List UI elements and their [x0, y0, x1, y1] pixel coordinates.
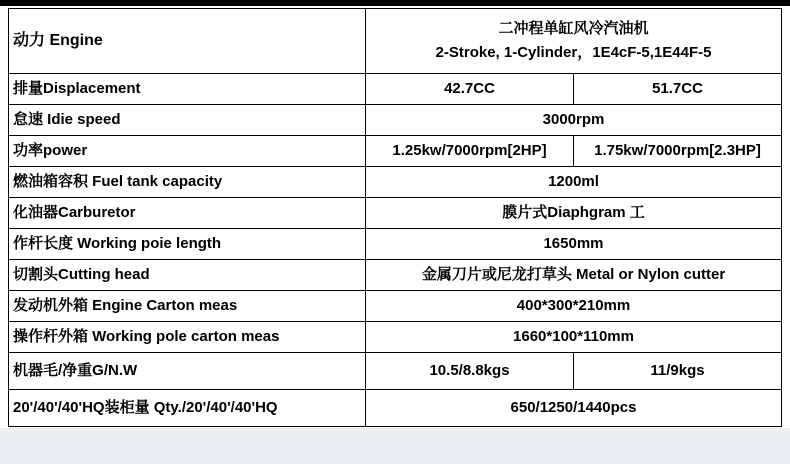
table-row-idle-speed: [9, 105, 782, 136]
table-row-carburetor: [9, 198, 782, 229]
row-value-working-pole-carton-meas: 1660*100*110mm: [366, 322, 782, 353]
table-row-working-pole-length: [9, 229, 782, 260]
row-label-idle-speed: 怠速 Idie speed: [9, 105, 366, 136]
row-value-gross-net-weight-left: 10.5/8.8kgs: [366, 353, 574, 390]
table-row-displacement: [9, 74, 782, 105]
row-value-power-left: 1.25kw/7000rpm[2HP]: [366, 136, 574, 167]
row-label-working-pole-length: 作杆长度 Working poie length: [9, 229, 366, 260]
table-row-cutting-head: [9, 260, 782, 291]
specification-table: [8, 8, 782, 427]
engine-value-line-1: 二冲程单缸风冷汽油机: [498, 20, 649, 37]
top-divider-bar: [0, 0, 790, 6]
row-value-container-quantity: 650/1250/1440pcs: [366, 390, 782, 427]
row-label-displacement: 排量Displacement: [9, 74, 366, 105]
row-value-power-right: 1.75kw/7000rpm[2.3HP]: [574, 136, 782, 167]
table-row-engine-header: [9, 9, 782, 74]
specification-table-body: [9, 9, 782, 427]
row-value-engine-carton-meas: 400*300*210mm: [366, 291, 782, 322]
row-label-power: 功率power: [9, 136, 366, 167]
row-value-gross-net-weight-right: 11/9kgs: [574, 353, 782, 390]
row-label-cutting-head: 切割头Cutting head: [9, 260, 366, 291]
row-label-engine: 动力 Engine: [9, 9, 366, 74]
row-label-engine-carton-meas: 发动机外箱 Engine Carton meas: [9, 291, 366, 322]
engine-value-line-2: 2-Stroke, 1-Cylinder，1E4cF-5,1E44F-5: [435, 44, 712, 61]
table-row-gross-net-weight: [9, 353, 782, 390]
row-value-engine: [366, 9, 782, 74]
row-value-displacement-left: 42.7CC: [366, 74, 574, 105]
table-row-engine-carton-meas: [9, 291, 782, 322]
table-row-fuel-tank-capacity: [9, 167, 782, 198]
row-value-working-pole-length: 1650mm: [366, 229, 782, 260]
specification-table-wrapper: [8, 8, 782, 427]
row-value-carburetor: 膜片式Diaphgram 工: [366, 198, 782, 229]
row-value-cutting-head: 金属刀片或尼龙打草头 Metal or Nylon cutter: [366, 260, 782, 291]
row-label-carburetor: 化油器Carburetor: [9, 198, 366, 229]
row-value-idle-speed: 3000rpm: [366, 105, 782, 136]
row-value-fuel-tank-capacity: 1200ml: [366, 167, 782, 198]
row-value-displacement-right: 51.7CC: [574, 74, 782, 105]
row-label-container-quantity: 20'/40'/40'HQ装柜量 Qty./20'/40'/40'HQ: [9, 390, 366, 427]
table-row-power: [9, 136, 782, 167]
row-label-fuel-tank-capacity: 燃油箱容积 Fuel tank capacity: [9, 167, 366, 198]
row-label-gross-net-weight: 机器毛/净重G/N.W: [9, 353, 366, 390]
bottom-banner-bar: [0, 428, 790, 464]
row-label-working-pole-carton-meas: 操作杆外箱 Working pole carton meas: [9, 322, 366, 353]
table-row-container-quantity: [9, 390, 782, 427]
table-row-working-pole-carton-meas: [9, 322, 782, 353]
